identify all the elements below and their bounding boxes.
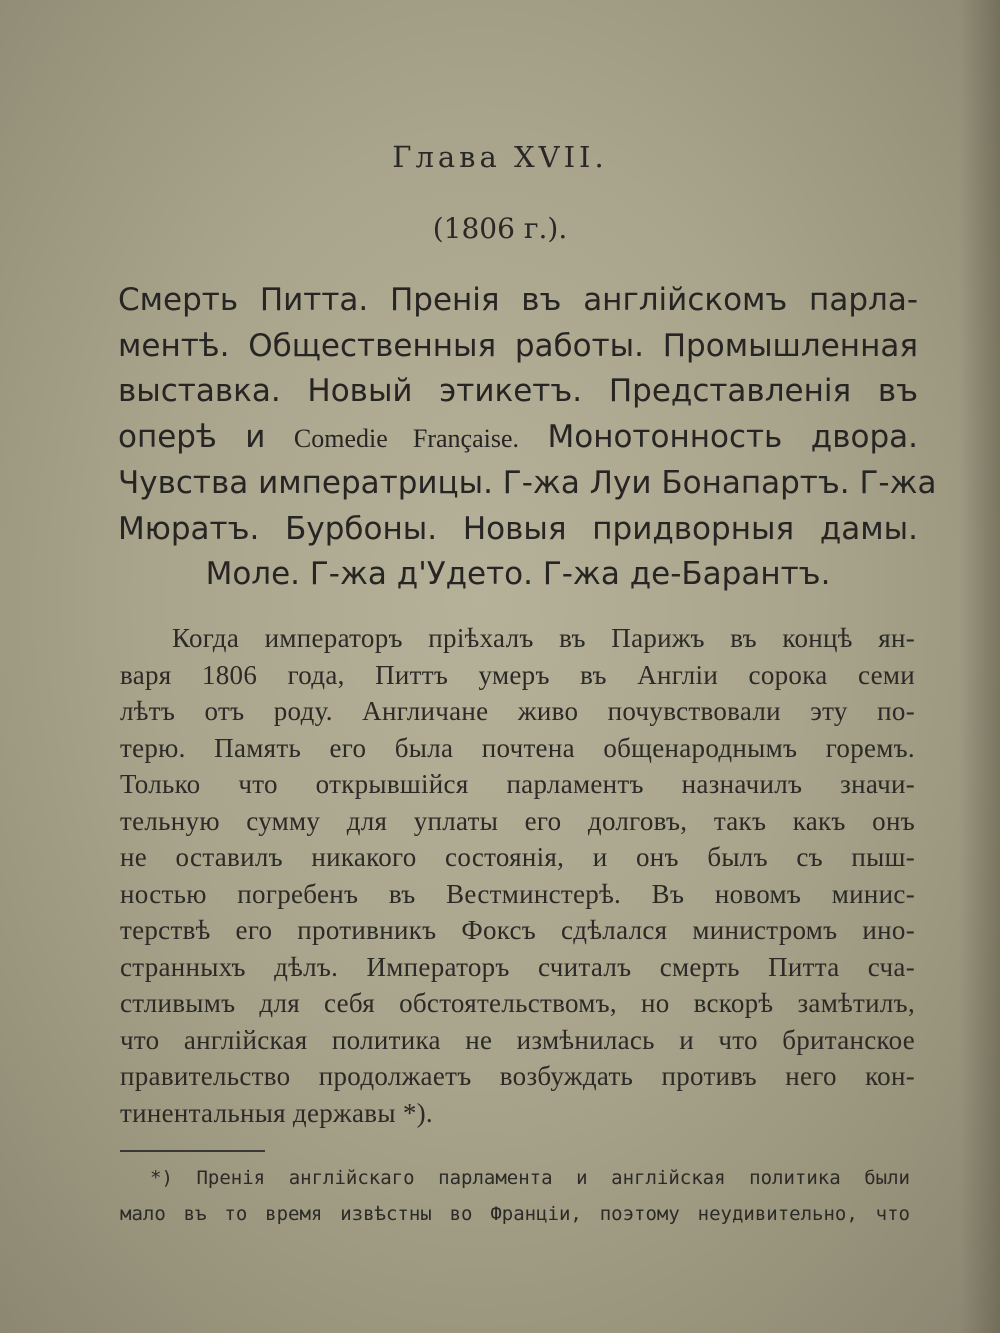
body-line: Когда императоръ пріѣхалъ въ Парижъ въ концѣ ян- bbox=[172, 623, 915, 653]
summary-line: Мюратъ. Бурбоны. Новыя придворныя дамы. bbox=[118, 510, 918, 547]
chapter-year: (1806 г.). bbox=[432, 212, 568, 245]
page-edge-shadow bbox=[960, 0, 1000, 1333]
footnote-divider bbox=[120, 1150, 265, 1152]
body-line: что англійская политика не измѣнилась и что британское bbox=[120, 1024, 915, 1055]
body-line: тельную сумму для уплаты его долговъ, такъ какъ онъ bbox=[120, 805, 915, 836]
body-line: тинентальныя державы *). bbox=[120, 1097, 433, 1128]
body-line: варя 1806 года, Питтъ умеръ въ Англіи сорока семи bbox=[120, 659, 915, 690]
summary-line-mixed bbox=[118, 415, 918, 462]
body-line: стливымъ для себя обстоятельствомъ, но вскорѣ замѣтилъ, bbox=[120, 988, 915, 1018]
chapter-summary bbox=[118, 278, 937, 598]
body-line: Только что открывшійся парламентъ назначилъ значи- bbox=[120, 769, 915, 799]
summary-french-fragment: Comedie Française. bbox=[293, 423, 520, 453]
summary-fragment: Монотонность двора. bbox=[547, 418, 918, 455]
summary-fragment: оперѣ и bbox=[118, 418, 266, 455]
summary-line: Моле. Г-жа д'Удето. Г-жа де-Барантъ. bbox=[205, 556, 831, 592]
body-line: терствѣ его противникъ Фоксъ сдѣлался министромъ ино- bbox=[120, 915, 915, 945]
summary-line: ментѣ. Общественныя работы. Промышленная bbox=[118, 327, 918, 364]
body-line: лѣтъ отъ роду. Англичане живо почувствовали эту по- bbox=[120, 696, 915, 726]
footnote-line: мало въ то время извѣстны во Франціи, поэтому неудивительно, что bbox=[120, 1203, 910, 1225]
summary-line: Смерть Питта. Пренія въ англійскомъ парла- bbox=[118, 282, 918, 318]
body-line: правительство продолжаетъ возбуждать противъ него кон- bbox=[120, 1061, 915, 1091]
footnote-line: *) Пренія англійскаго парламента и англійская политика были bbox=[150, 1167, 910, 1189]
summary-line: Чувства императрицы. Г-жа Луи Бонапартъ. Г-жа bbox=[118, 465, 937, 501]
chapter-title: Глава XVII. bbox=[392, 140, 608, 174]
body-line: терю. Память его была почтена общенароднымъ горемъ. bbox=[120, 732, 915, 763]
body-paragraph bbox=[120, 620, 915, 1131]
body-line: странныхъ дѣлъ. Императоръ считалъ смерть Питта сча- bbox=[120, 951, 915, 982]
body-line: ностью погребенъ въ Вестминстерѣ. Въ новомъ минис- bbox=[120, 878, 915, 909]
summary-line: выставка. Новый этикетъ. Представленія въ bbox=[118, 373, 918, 409]
body-line: не оставилъ никакого состоянія, и онъ былъ съ пыш- bbox=[120, 842, 915, 872]
footnote bbox=[120, 1160, 910, 1232]
